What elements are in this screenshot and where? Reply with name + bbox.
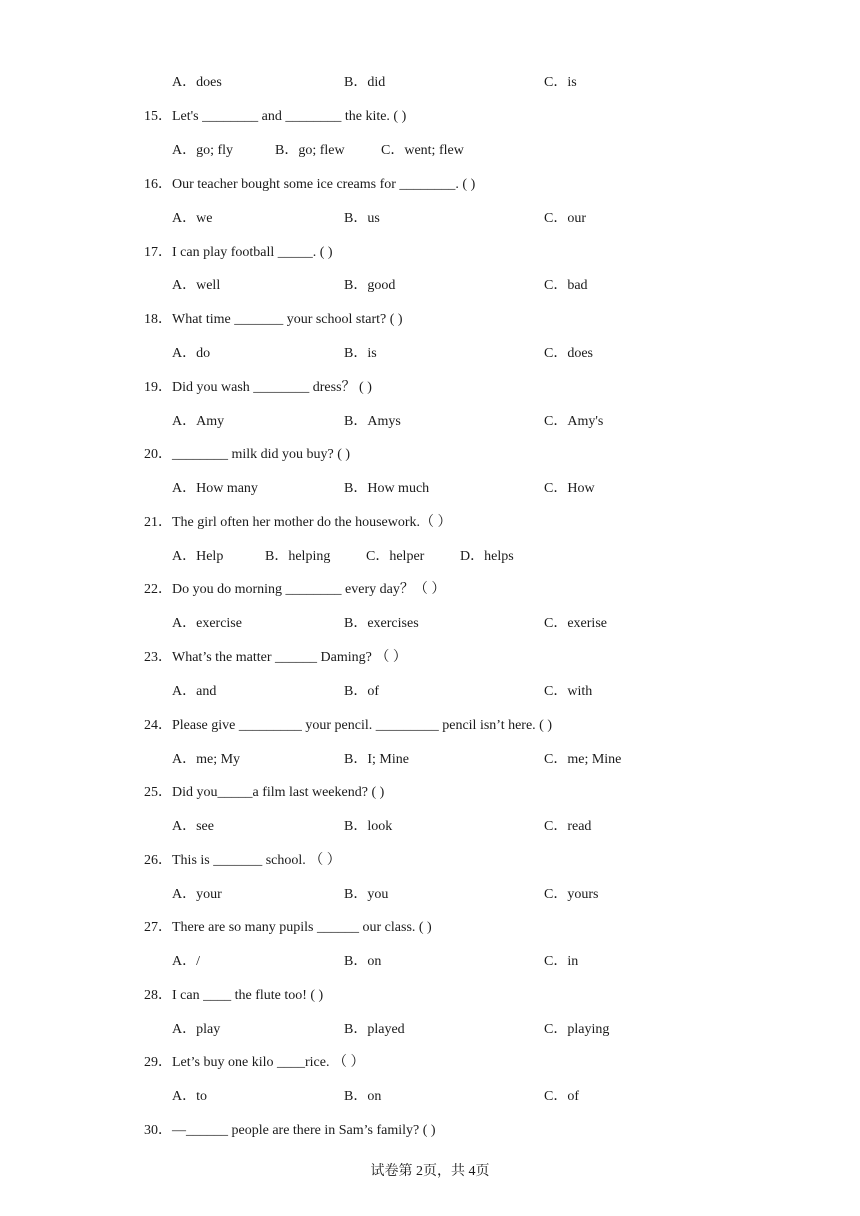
question-25: 25．Did you_____a film last weekend? ( ) xyxy=(144,785,385,800)
option-c: C．in xyxy=(544,954,579,969)
options-row-15 xyxy=(0,141,860,161)
question-24: 24．Please give _________ your pencil. _________ pencil isn’t here. ( ) xyxy=(144,718,552,733)
option-b: B．helping xyxy=(265,549,331,564)
question-27: 27．There are so many pupils ______ our class. ( ) xyxy=(144,920,432,935)
option-c: C．with xyxy=(544,684,593,699)
question-29: 29．Let’s buy one kilo ____rice. （ ） xyxy=(144,1055,365,1070)
question-16: 16．Our teacher bought some ice creams for ________. ( ) xyxy=(144,177,476,192)
option-b: B．on xyxy=(344,954,382,969)
option-b: B．is xyxy=(344,346,377,361)
option-d: D．helps xyxy=(460,549,514,564)
option-a: A．and xyxy=(172,684,217,699)
options-row-20 xyxy=(0,479,860,499)
question-22: 22．Do you do morning ________ every day？（ ） xyxy=(144,582,446,597)
options-row-14 xyxy=(0,73,860,93)
option-b: B．go; flew xyxy=(275,143,345,158)
options-row-18 xyxy=(0,344,860,364)
option-b: B．I; Mine xyxy=(344,752,409,767)
option-b: B．of xyxy=(344,684,379,699)
option-a: A．do xyxy=(172,346,211,361)
option-c: C．went; flew xyxy=(381,143,464,158)
option-a: A．see xyxy=(172,819,214,834)
question-30: 30．—______ people are there in Sam’s family? ( ) xyxy=(144,1123,436,1138)
option-a: A．exercise xyxy=(172,616,242,631)
option-b: B．on xyxy=(344,1089,382,1104)
option-a: A．Help xyxy=(172,549,224,564)
option-c: C．me; Mine xyxy=(544,752,622,767)
option-c: C．bad xyxy=(544,278,588,293)
question-21: 21．The girl often her mother do the housework.（ ） xyxy=(144,515,452,530)
option-c: C．Amy's xyxy=(544,414,604,429)
option-b: B．did xyxy=(344,75,386,90)
option-c: C．exerise xyxy=(544,616,607,631)
option-a: A．play xyxy=(172,1022,221,1037)
question-26: 26．This is _______ school. （ ） xyxy=(144,853,341,868)
option-b: B．Amys xyxy=(344,414,401,429)
option-a: A．/ xyxy=(172,954,200,969)
option-c: C．yours xyxy=(544,887,599,902)
options-row-28 xyxy=(0,1020,860,1040)
options-row-16 xyxy=(0,209,860,229)
option-b: B．How much xyxy=(344,481,430,496)
option-b: B．exercises xyxy=(344,616,419,631)
option-c: C．read xyxy=(544,819,592,834)
question-18: 18．What time _______ your school start? ( ) xyxy=(144,312,403,327)
option-b: B．good xyxy=(344,278,396,293)
options-row-24 xyxy=(0,750,860,770)
option-a: A．your xyxy=(172,887,222,902)
options-row-29 xyxy=(0,1087,860,1107)
question-28: 28．I can ____ the flute too! ( ) xyxy=(144,988,324,1003)
option-b: B．us xyxy=(344,211,380,226)
option-c: C．is xyxy=(544,75,577,90)
question-17: 17．I can play football _____. ( ) xyxy=(144,245,333,260)
page-footer: 试卷第 2页，共 4页 xyxy=(370,1164,490,1179)
question-15: 15．Let's ________ and ________ the kite. ( ) xyxy=(144,109,407,124)
options-row-17 xyxy=(0,276,860,296)
options-row-25 xyxy=(0,817,860,837)
options-row-27 xyxy=(0,952,860,972)
options-row-26 xyxy=(0,885,860,905)
option-a: A．well xyxy=(172,278,221,293)
option-a: A．we xyxy=(172,211,213,226)
option-c: C．of xyxy=(544,1089,579,1104)
option-a: A．go; fly xyxy=(172,143,234,158)
option-b: B．you xyxy=(344,887,389,902)
option-a: A．to xyxy=(172,1089,207,1104)
option-b: B．played xyxy=(344,1022,405,1037)
option-c: C．playing xyxy=(544,1022,610,1037)
option-b: B．look xyxy=(344,819,393,834)
option-a: A．me; My xyxy=(172,752,241,767)
option-c: C．does xyxy=(544,346,593,361)
option-c: C．How xyxy=(544,481,595,496)
option-a: A．How many xyxy=(172,481,258,496)
options-row-21 xyxy=(0,547,860,567)
option-a: A．Amy xyxy=(172,414,225,429)
options-row-23 xyxy=(0,682,860,702)
option-c: C．helper xyxy=(366,549,425,564)
options-row-19 xyxy=(0,412,860,432)
option-a: A．does xyxy=(172,75,222,90)
options-row-22 xyxy=(0,614,860,634)
question-20: 20．________ milk did you buy? ( ) xyxy=(144,447,351,462)
question-23: 23．What’s the matter ______ Daming? （ ） xyxy=(144,650,407,665)
question-19: 19．Did you wash ________ dress？ ( ) xyxy=(144,380,372,395)
option-c: C．our xyxy=(544,211,586,226)
